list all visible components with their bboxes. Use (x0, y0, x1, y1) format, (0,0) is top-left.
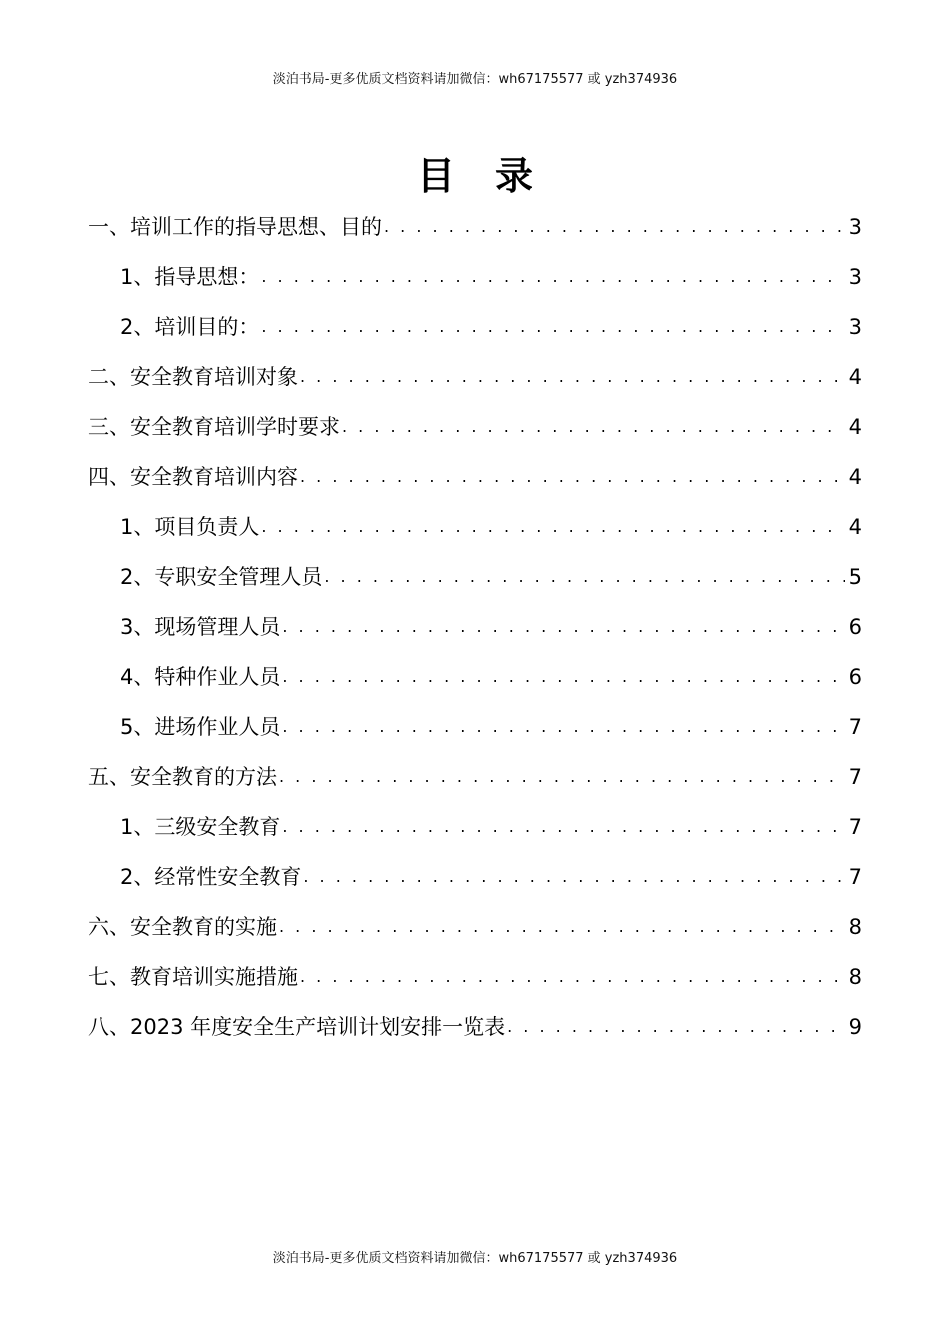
toc-dot-leader (300, 464, 845, 490)
toc-page-number: 7 (848, 715, 862, 739)
toc-dot-leader (342, 414, 845, 440)
toc-dot-leader (261, 314, 844, 340)
toc-dot-leader (279, 914, 845, 940)
toc-page-number: 4 (848, 365, 862, 389)
toc-page-number: 4 (848, 515, 862, 539)
toc-entry[interactable] (120, 500, 862, 540)
toc-dot-leader (261, 264, 844, 290)
toc-dot-leader (507, 1014, 845, 1040)
toc-page-number: 6 (848, 665, 862, 689)
toc-page-number: 7 (848, 815, 862, 839)
toc-page-number: 6 (848, 615, 862, 639)
toc-page-number: 9 (848, 1015, 862, 1039)
toc-entry-label: 七、教育培训实施措施 (88, 965, 298, 989)
toc-dot-leader (282, 614, 844, 640)
toc-dot-leader (282, 714, 844, 740)
toc-page-number: 7 (848, 865, 862, 889)
toc-entry[interactable] (120, 650, 862, 690)
toc-entry-label: 3、现场管理人员 (120, 615, 281, 639)
toc-entry[interactable] (120, 700, 862, 740)
toc-dot-leader (300, 364, 845, 390)
toc-entry[interactable] (88, 350, 862, 390)
toc-page-number: 4 (848, 415, 862, 439)
page-footer: 淡泊书局-更多优质文档资料请加微信：wh67175577 或 yzh374936 (272, 1251, 678, 1266)
toc-dot-leader (282, 814, 844, 840)
toc-page-number: 3 (848, 265, 862, 289)
toc-entry-label: 2、培训目的： (120, 315, 260, 339)
toc-entry-label: 2、经常性安全教育 (120, 865, 302, 889)
toc-entry[interactable] (88, 950, 862, 990)
toc-entry-label: 1、项目负责人 (120, 515, 260, 539)
toc-entry[interactable] (120, 600, 862, 640)
toc-entry[interactable] (88, 400, 862, 440)
toc-entry-label: 2、专职安全管理人员 (120, 565, 323, 589)
toc-entry-label: 四、安全教育培训内容 (88, 465, 298, 489)
toc-page-number: 8 (848, 915, 862, 939)
toc-entry-label: 5、进场作业人员 (120, 715, 281, 739)
toc-entry-label: 五、安全教育的方法 (88, 765, 277, 789)
toc-entry[interactable] (120, 250, 862, 290)
toc-entry-label: 八、2023 年度安全生产培训计划安排一览表 (88, 1015, 506, 1039)
toc-dot-leader (324, 564, 844, 590)
toc-entry[interactable] (88, 750, 862, 790)
toc-entry-label: 六、安全教育的实施 (88, 915, 277, 939)
toc-entry-label: 1、三级安全教育 (120, 815, 281, 839)
toc-entry-label: 4、特种作业人员 (120, 665, 281, 689)
toc-entry[interactable] (88, 900, 862, 940)
toc-entry[interactable] (88, 450, 862, 490)
toc-entry[interactable] (120, 850, 862, 890)
toc-dot-leader (282, 664, 844, 690)
toc-entry[interactable] (120, 550, 862, 590)
page-header: 淡泊书局-更多优质文档资料请加微信：wh67175577 或 yzh374936 (272, 72, 678, 87)
toc-entry-label: 一、培训工作的指导思想、目的 (88, 215, 382, 239)
toc-title: 目录 (416, 154, 573, 198)
toc-entry-label: 1、指导思想： (120, 265, 260, 289)
toc-entry[interactable] (120, 300, 862, 340)
toc-dot-leader (384, 214, 845, 240)
toc-page-number: 4 (848, 465, 862, 489)
toc-page-number: 8 (848, 965, 862, 989)
toc-dot-leader (279, 764, 845, 790)
toc-dot-leader (303, 864, 844, 890)
toc-page-number: 3 (848, 215, 862, 239)
toc-dot-leader (261, 514, 844, 540)
toc-page-number: 3 (848, 315, 862, 339)
toc-entry[interactable] (88, 200, 862, 240)
toc-entry[interactable] (120, 800, 862, 840)
toc-entry-label: 二、安全教育培训对象 (88, 365, 298, 389)
toc-page-number: 7 (848, 765, 862, 789)
toc-entry[interactable] (88, 1000, 862, 1040)
toc-page-number: 5 (848, 565, 862, 589)
toc-dot-leader (300, 964, 845, 990)
toc-entry-label: 三、安全教育培训学时要求 (88, 415, 340, 439)
